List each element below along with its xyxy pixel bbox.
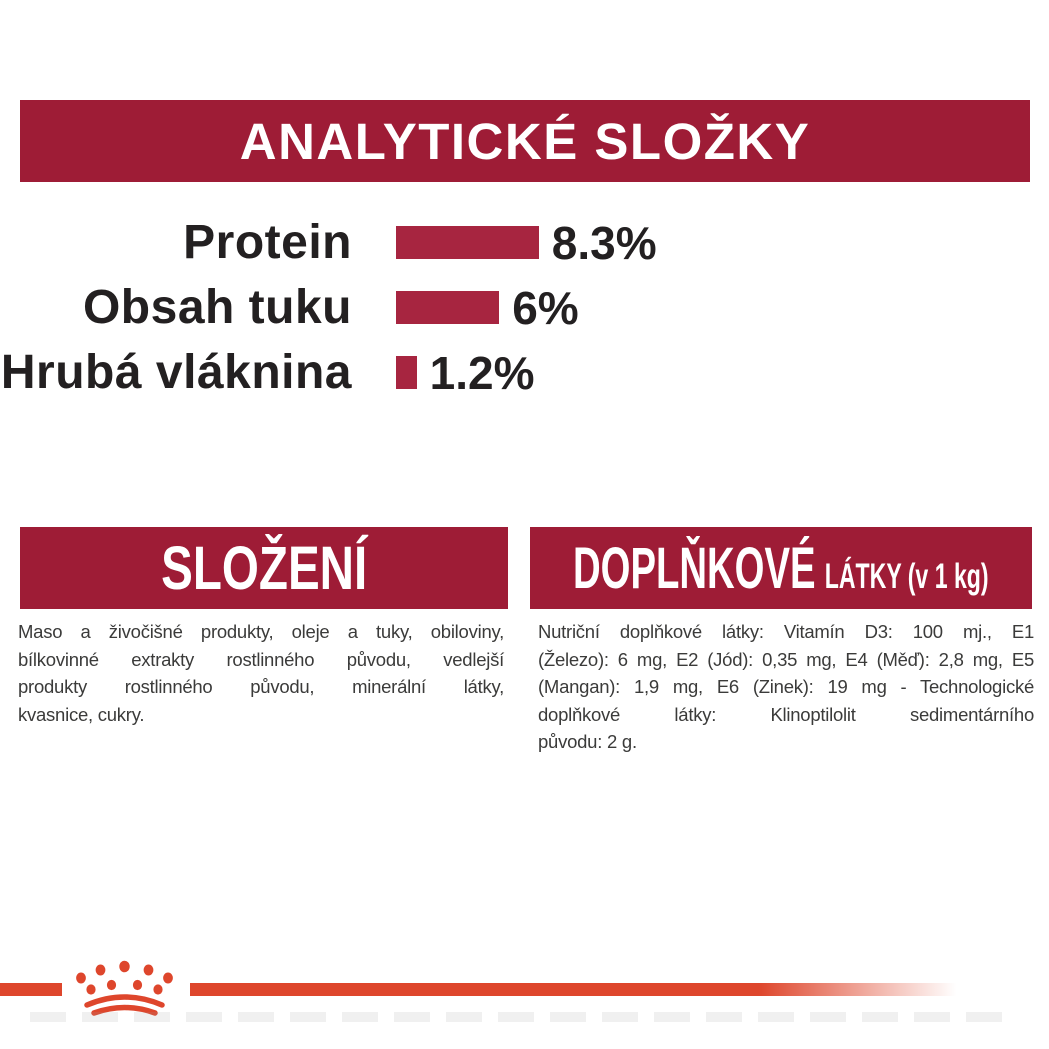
footer-rule-left xyxy=(0,983,62,996)
chart-row xyxy=(0,275,1049,340)
chart-category-label: Protein xyxy=(183,216,352,269)
chart-bar xyxy=(396,291,499,324)
chart-category-label: Obsah tuku xyxy=(82,281,352,334)
paragraph-line: Nutriční doplňkové látky: Vitamín D3: 100 mj., E1 xyxy=(538,621,1034,642)
footer-rule-right xyxy=(190,983,980,996)
additives-text xyxy=(538,618,1034,756)
additives-title xyxy=(573,535,989,602)
chart-row xyxy=(0,340,1049,405)
paragraph-line: původu: 2 g. xyxy=(538,731,637,752)
royal-canin-crown-icon xyxy=(70,958,180,1020)
analytical-chart xyxy=(0,210,1049,405)
chart-value-label: 6% xyxy=(512,281,579,334)
chart-row xyxy=(0,210,1049,275)
paragraph-line: kvasnice, cukry. xyxy=(18,703,145,725)
paragraph-line: bílkovinné extrakty rostlinného původu, vedlejší xyxy=(18,648,504,670)
chart-bar xyxy=(396,226,539,259)
chart-category-label: Hrubá vláknina xyxy=(0,346,352,399)
additives-title-sub: LÁTKY (v 1 kg) xyxy=(824,556,989,596)
analytical-header-banner xyxy=(20,100,1030,182)
chart-bar xyxy=(396,356,417,389)
paragraph-line: produkty rostlinného původu, minerální látky, xyxy=(18,676,504,697)
print-artifact-strip xyxy=(30,1012,1010,1022)
paragraph-line: Maso a živočišné produkty, oleje a tuky, obiloviny, xyxy=(18,621,504,642)
composition-title: SLOŽENÍ xyxy=(160,534,368,602)
composition-banner xyxy=(20,527,508,609)
paragraph-line: (Mangan): 1,9 mg, E6 (Zinek): 19 mg - Technologické xyxy=(538,676,1034,697)
paragraph-line: doplňkové látky: Klinoptilolit sedimentárního xyxy=(538,703,1034,725)
paragraph-line: (Železo): 6 mg, E2 (Jód): 0,35 mg, E4 (Měď): 2,8 mg, E5 xyxy=(538,648,1034,670)
chart-value-label: 1.2% xyxy=(429,346,535,399)
analytical-header-title: ANALYTICKÉ SLOŽKY xyxy=(239,112,811,170)
additives-title-main: DOPLŇKOVÉ xyxy=(573,535,816,601)
composition-text xyxy=(18,618,504,728)
chart-value-label: 8.3% xyxy=(551,216,657,269)
additives-banner xyxy=(530,527,1032,609)
